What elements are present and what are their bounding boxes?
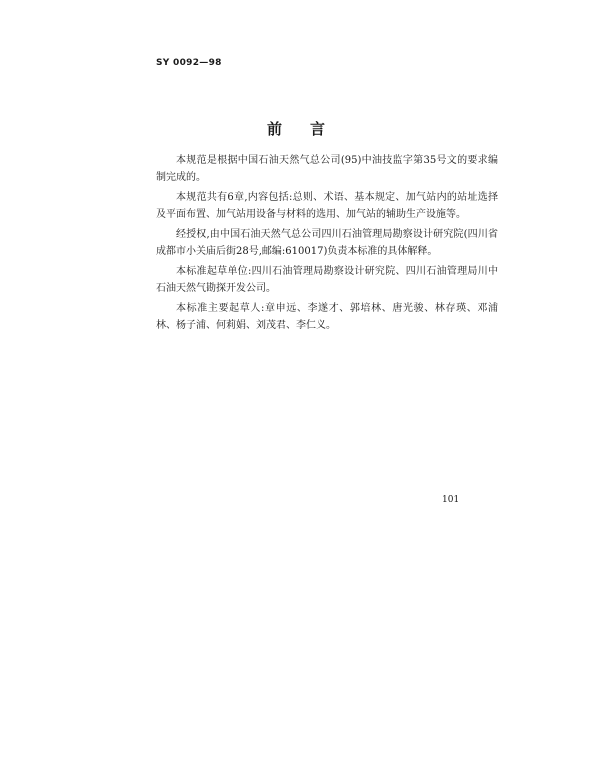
paragraph-drafting-units: 本标准起草单位:四川石油管理局勘察设计研究院、四川石油管理局川中石油天然气勘探开发公司。 [156, 266, 498, 294]
paragraph-drafters: 本标准主要起草人:章申远、李遂才、郭培林、唐光骏、林存瑛、邓浦林、杨子浦、何莉娟、刘茂君、李仁义。 [156, 303, 498, 331]
paragraph-contents: 本规范共有6章,内容包括:总则、术语、基本规定、加气站内的站址选择及平面布置、加气站用设备与材料的选用、加气站的辅助生产设施等。 [156, 192, 498, 220]
page-number: 101 [442, 495, 460, 505]
page-title: 前言 [266, 120, 353, 138]
body-text [156, 152, 498, 337]
document-code: SY 0092—98 [156, 58, 222, 68]
paragraph-basis: 本规范是根据中国石油天然气总公司(95)中油技监字第35号文的要求编制完成的。 [156, 155, 498, 183]
paragraph-interpretation: 经授权,由中国石油天然气总公司四川石油管理局勘察设计研究院(四川省成都市小关庙后街28号,邮编:610017)负责本标准的具体解释。 [156, 229, 498, 257]
